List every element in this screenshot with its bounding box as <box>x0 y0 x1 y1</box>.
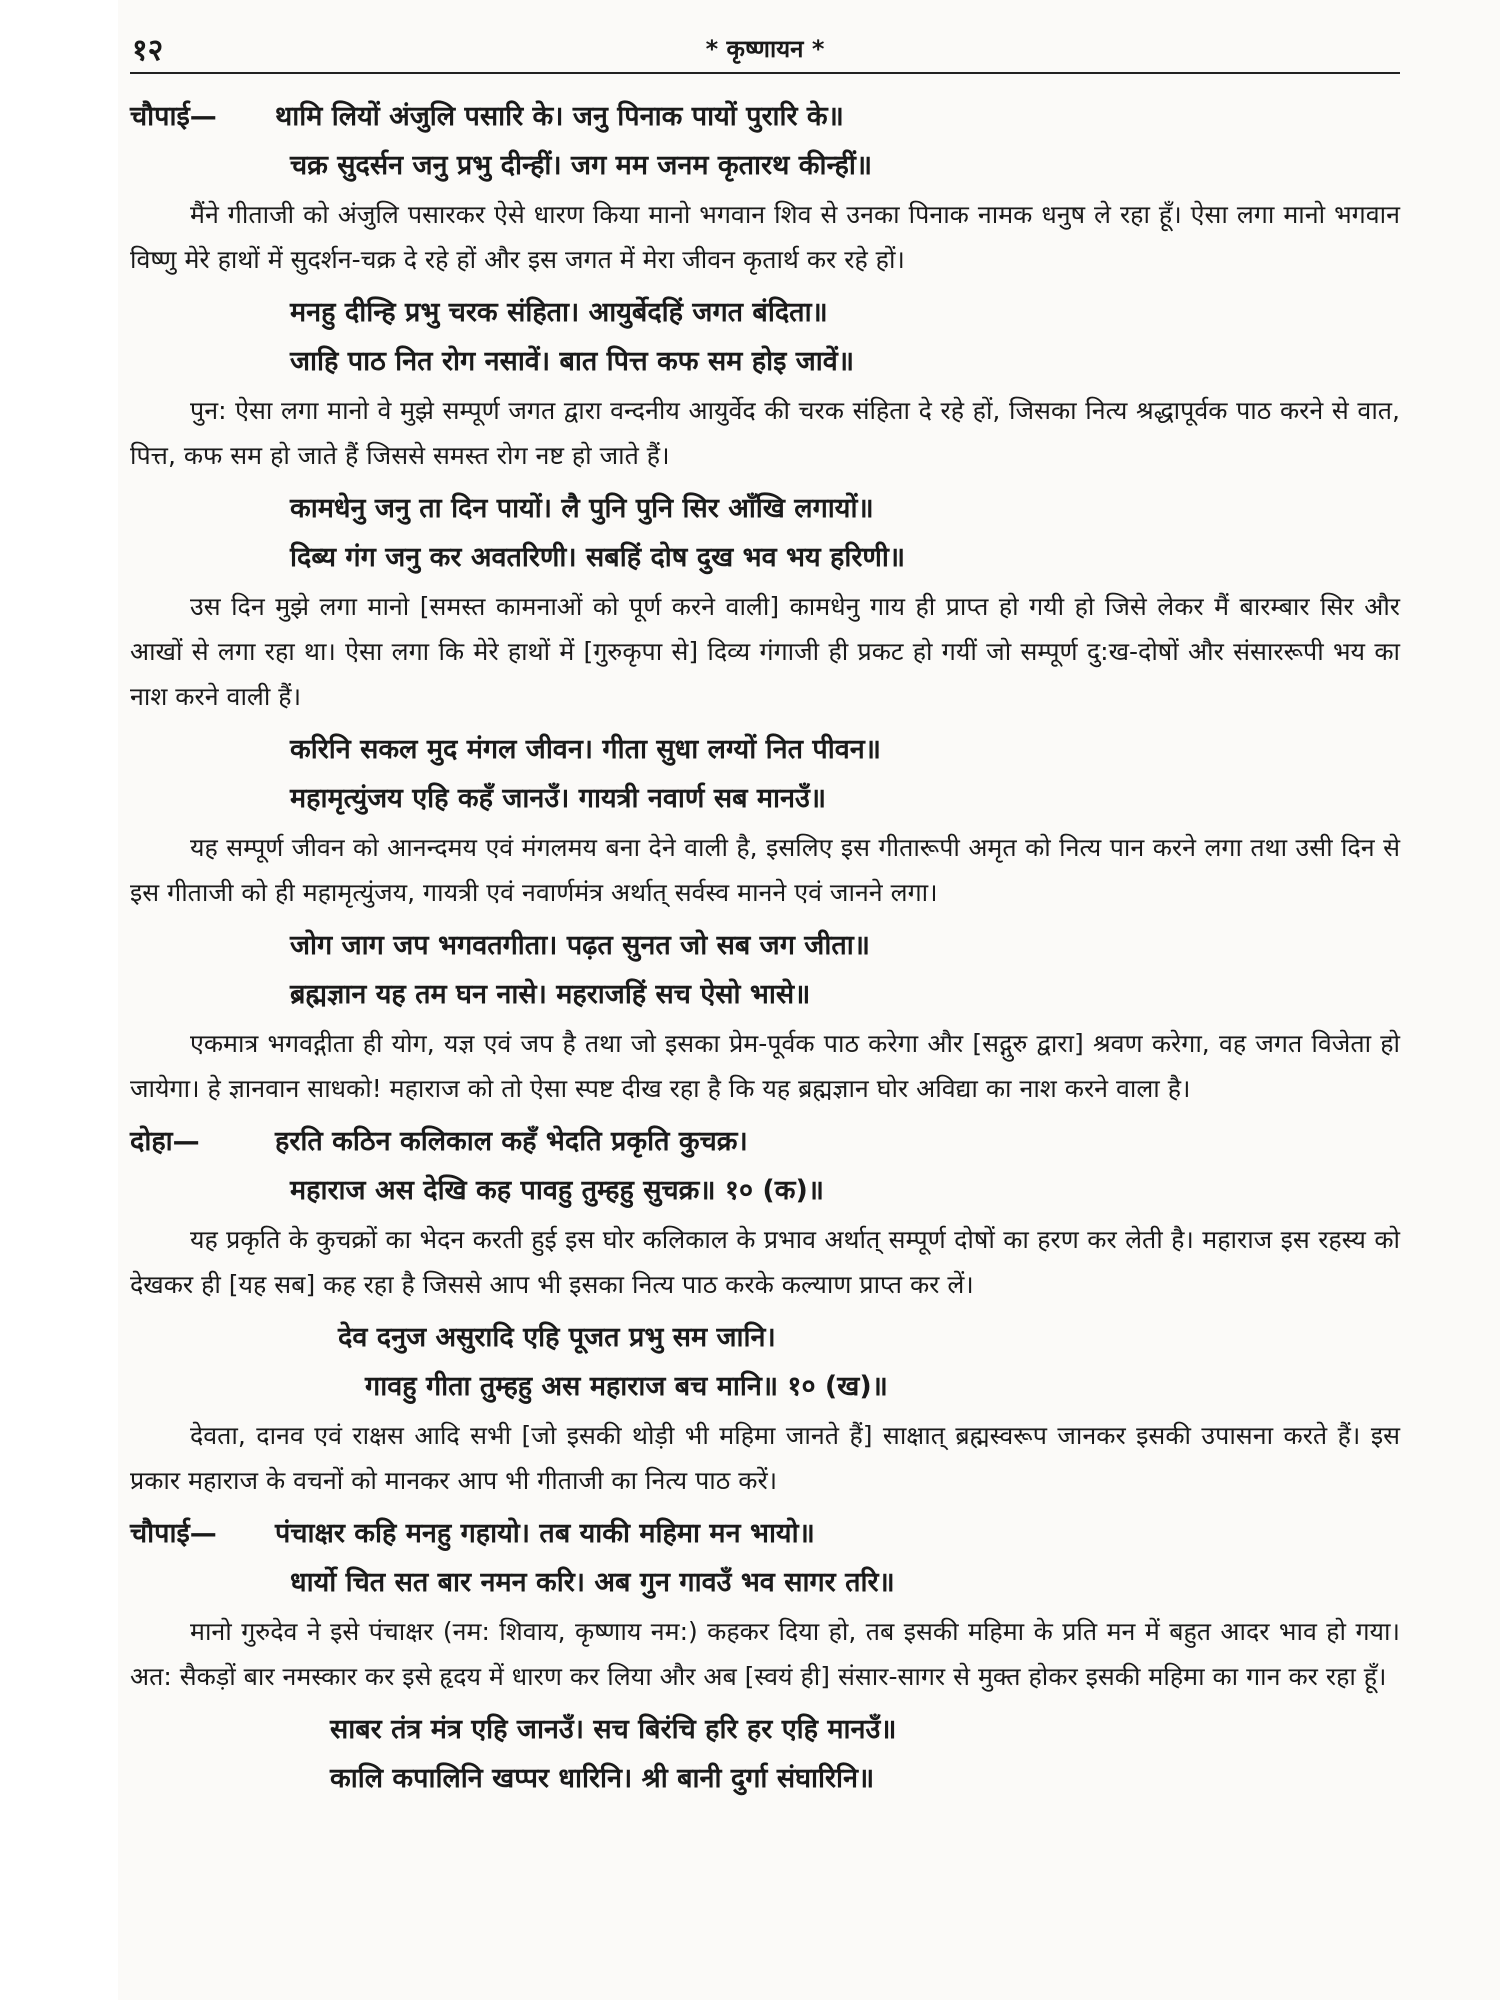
verse-type-label: चौपाई— <box>130 1518 217 1549</box>
commentary-paragraph: उस दिन मुझे लगा मानो [समस्त कामनाओं को पूर्ण करने वाली] कामधेनु गाय ही प्राप्त हो गयी हो जिसे लेकर मैं बारम्बार सिर और आखों से लगा रहा था। ऐसा लगा कि मेरे हाथों में [गुरुकृपा से] दिव्य गंगाजी ही प्रकट हो गयीं जो सम्पूर्ण दु:ख-दोषों और संसाररूपी भय का नाश करने वाली हैं। <box>130 592 1400 711</box>
verse-line <box>130 141 1400 190</box>
verse-line <box>130 533 1400 582</box>
verse-text: ब्रह्मज्ञान यह तम घन नासे। महराजहिं सच ऐसो भासे॥ <box>290 979 811 1010</box>
verse-text: धार्यो चित सत बार नमन करि। अब गुन गावउँ भव सागर तरि॥ <box>290 1567 895 1598</box>
verse-line <box>130 484 1400 533</box>
verse-line <box>130 774 1400 823</box>
verse-text: महाराज अस देखि कह पावहु तुम्हहु सुचक्र॥ १० (क)॥ <box>290 1175 824 1206</box>
verse-type-label: दोहा— <box>130 1126 200 1157</box>
commentary-paragraph: एकमात्र भगवद्गीता ही योग, यज्ञ एवं जप है तथा जो इसका प्रेम-पूर्वक पाठ करेगा और [सद्गुरु द्वारा] श्रवण करेगा, वह जगत विजेता हो जायेगा। हे ज्ञानवान साधको! महाराज को तो ऐसा स्पष्ट दीख रहा है कि यह ब्रह्मज्ञान घोर अविद्या का नाश करने वाला है। <box>130 1029 1400 1103</box>
verse-line <box>130 921 1400 970</box>
commentary-paragraph: पुन: ऐसा लगा मानो वे मुझे सम्पूर्ण जगत द्वारा वन्दनीय आयुर्वेद की चरक संहिता दे रहे हों, जिसका नित्य श्रद्धापूर्वक पाठ करने से वात, पित्त, कफ सम हो जाते हैं जिससे समस्त रोग नष्ट हो जाते हैं। <box>130 396 1400 470</box>
verse-text: चक्र सुदर्सन जनु प्रभु दीन्हीं। जग मम जनम कृतारथ कीन्हीं॥ <box>290 150 873 181</box>
running-title: * कृष्णायन * <box>705 35 825 63</box>
verse-line <box>130 1509 1400 1558</box>
verse-line <box>130 970 1400 1019</box>
verse-text: कालि कपालिनि खप्पर धारिनि। श्री बानी दुर्गा संघारिनि॥ <box>330 1763 875 1794</box>
commentary-paragraph: यह प्रकृति के कुचक्रों का भेदन करती हुई इस घोर कलिकाल के प्रभाव अर्थात् सम्पूर्ण दोषों का हरण कर लेती है। महाराज इस रहस्य को देखकर ही [यह सब] कह रहा है जिससे आप भी इसका नित्य पाठ करके कल्याण प्राप्त कर लें। <box>130 1225 1400 1299</box>
page-number: १२ <box>132 33 164 68</box>
page-header <box>130 28 1400 74</box>
verse-text: कामधेनु जनु ता दिन पायों। लै पुनि पुनि सिर आँखि लगायों॥ <box>290 493 874 524</box>
verse-line <box>130 1754 1400 1803</box>
verse-type-label: चौपाई— <box>130 101 217 132</box>
verse-text: जाहि पाठ नित रोग नसावें। बात पित्त कफ सम होइ जावें॥ <box>290 346 854 377</box>
verse-line <box>130 92 1400 141</box>
verse-text: महामृत्युंजय एहि कहँ जानउँ। गायत्री नवार्ण सब मानउँ॥ <box>290 783 827 814</box>
verse-text: पंचाक्षर कहि मनहु गहायो। तब याकी महिमा मन भायो॥ <box>275 1518 815 1549</box>
verse-line <box>130 1705 1400 1754</box>
verse-text: थामि लियों अंजुलि पसारि के। जनु पिनाक पायों पुरारि के॥ <box>275 101 844 132</box>
verse-text: गावहु गीता तुम्हहु अस महाराज बच मानि॥ १० (ख)॥ <box>365 1371 888 1402</box>
verse-line <box>130 337 1400 386</box>
verse-text: करिनि सकल मुद मंगल जीवन। गीता सुधा लग्यों नित पीवन॥ <box>290 734 881 765</box>
verse-text: मनहु दीन्हि प्रभु चरक संहिता। आयुर्बेदहिं जगत बंदिता॥ <box>290 297 828 328</box>
verse-line <box>130 1362 1400 1411</box>
verse-text: दिब्य गंग जनु कर अवतरिणी। सबहिं दोष दुख भव भय हरिणी॥ <box>290 542 906 573</box>
commentary-paragraph: मैंने गीताजी को अंजुलि पसारकर ऐसे धारण किया मानो भगवान शिव से उनका पिनाक नामक धनुष ले रहा हूँ। ऐसा लगा मानो भगवान विष्णु मेरे हाथों में सुदर्शन-चक्र दे रहे हों और इस जगत में मेरा जीवन कृतार्थ कर रहे हों। <box>130 200 1400 274</box>
verse-line <box>130 1166 1400 1215</box>
verse-text: हरति कठिन कलिकाल कहँ भेदति प्रकृति कुचक्र। <box>275 1126 748 1157</box>
commentary-paragraph: मानो गुरुदेव ने इसे पंचाक्षर (नम: शिवाय, कृष्णाय नम:) कहकर दिया हो, तब इसकी महिमा के प्रति मन में बहुत आदर भाव हो गया। अत: सैकड़ों बार नमस्कार कर इसे हृदय में धारण कर लिया और अब [स्वयं ही] संसार-सागर से मुक्त होकर इसकी महिमा का गान कर रहा हूँ। <box>130 1617 1400 1691</box>
verse-line <box>130 1558 1400 1607</box>
verse-line <box>130 1117 1400 1166</box>
verse-text: साबर तंत्र मंत्र एहि जानउँ। सच बिरंचि हरि हर एहि मानउँ॥ <box>330 1714 897 1745</box>
commentary-paragraph: यह सम्पूर्ण जीवन को आनन्दमय एवं मंगलमय बना देने वाली है, इसलिए इस गीतारूपी अमृत को नित्य पान करने लगा तथा उसी दिन से इस गीताजी को ही महामृत्युंजय, गायत्री एवं नवार्णमंत्र अर्थात् सर्वस्व मानने एवं जानने लगा। <box>130 833 1400 907</box>
verse-text: जोग जाग जप भगवतगीता। पढ़त सुनत जो सब जग जीता॥ <box>290 930 870 961</box>
page-content <box>130 28 1400 1803</box>
verse-line <box>130 725 1400 774</box>
commentary-paragraph: देवता, दानव एवं राक्षस आदि सभी [जो इसकी थोड़ी भी महिमा जानते हैं] साक्षात् ब्रह्मस्वरूप जानकर इसकी उपासना करते हैं। इस प्रकार महाराज के वचनों को मानकर आप भी गीताजी का नित्य पाठ करें। <box>130 1421 1400 1495</box>
page-margin <box>0 0 118 2000</box>
verse-line <box>130 288 1400 337</box>
verse-line <box>130 1313 1400 1362</box>
verse-text: देव दनुज असुरादि एहि पूजत प्रभु सम जानि। <box>338 1322 776 1353</box>
